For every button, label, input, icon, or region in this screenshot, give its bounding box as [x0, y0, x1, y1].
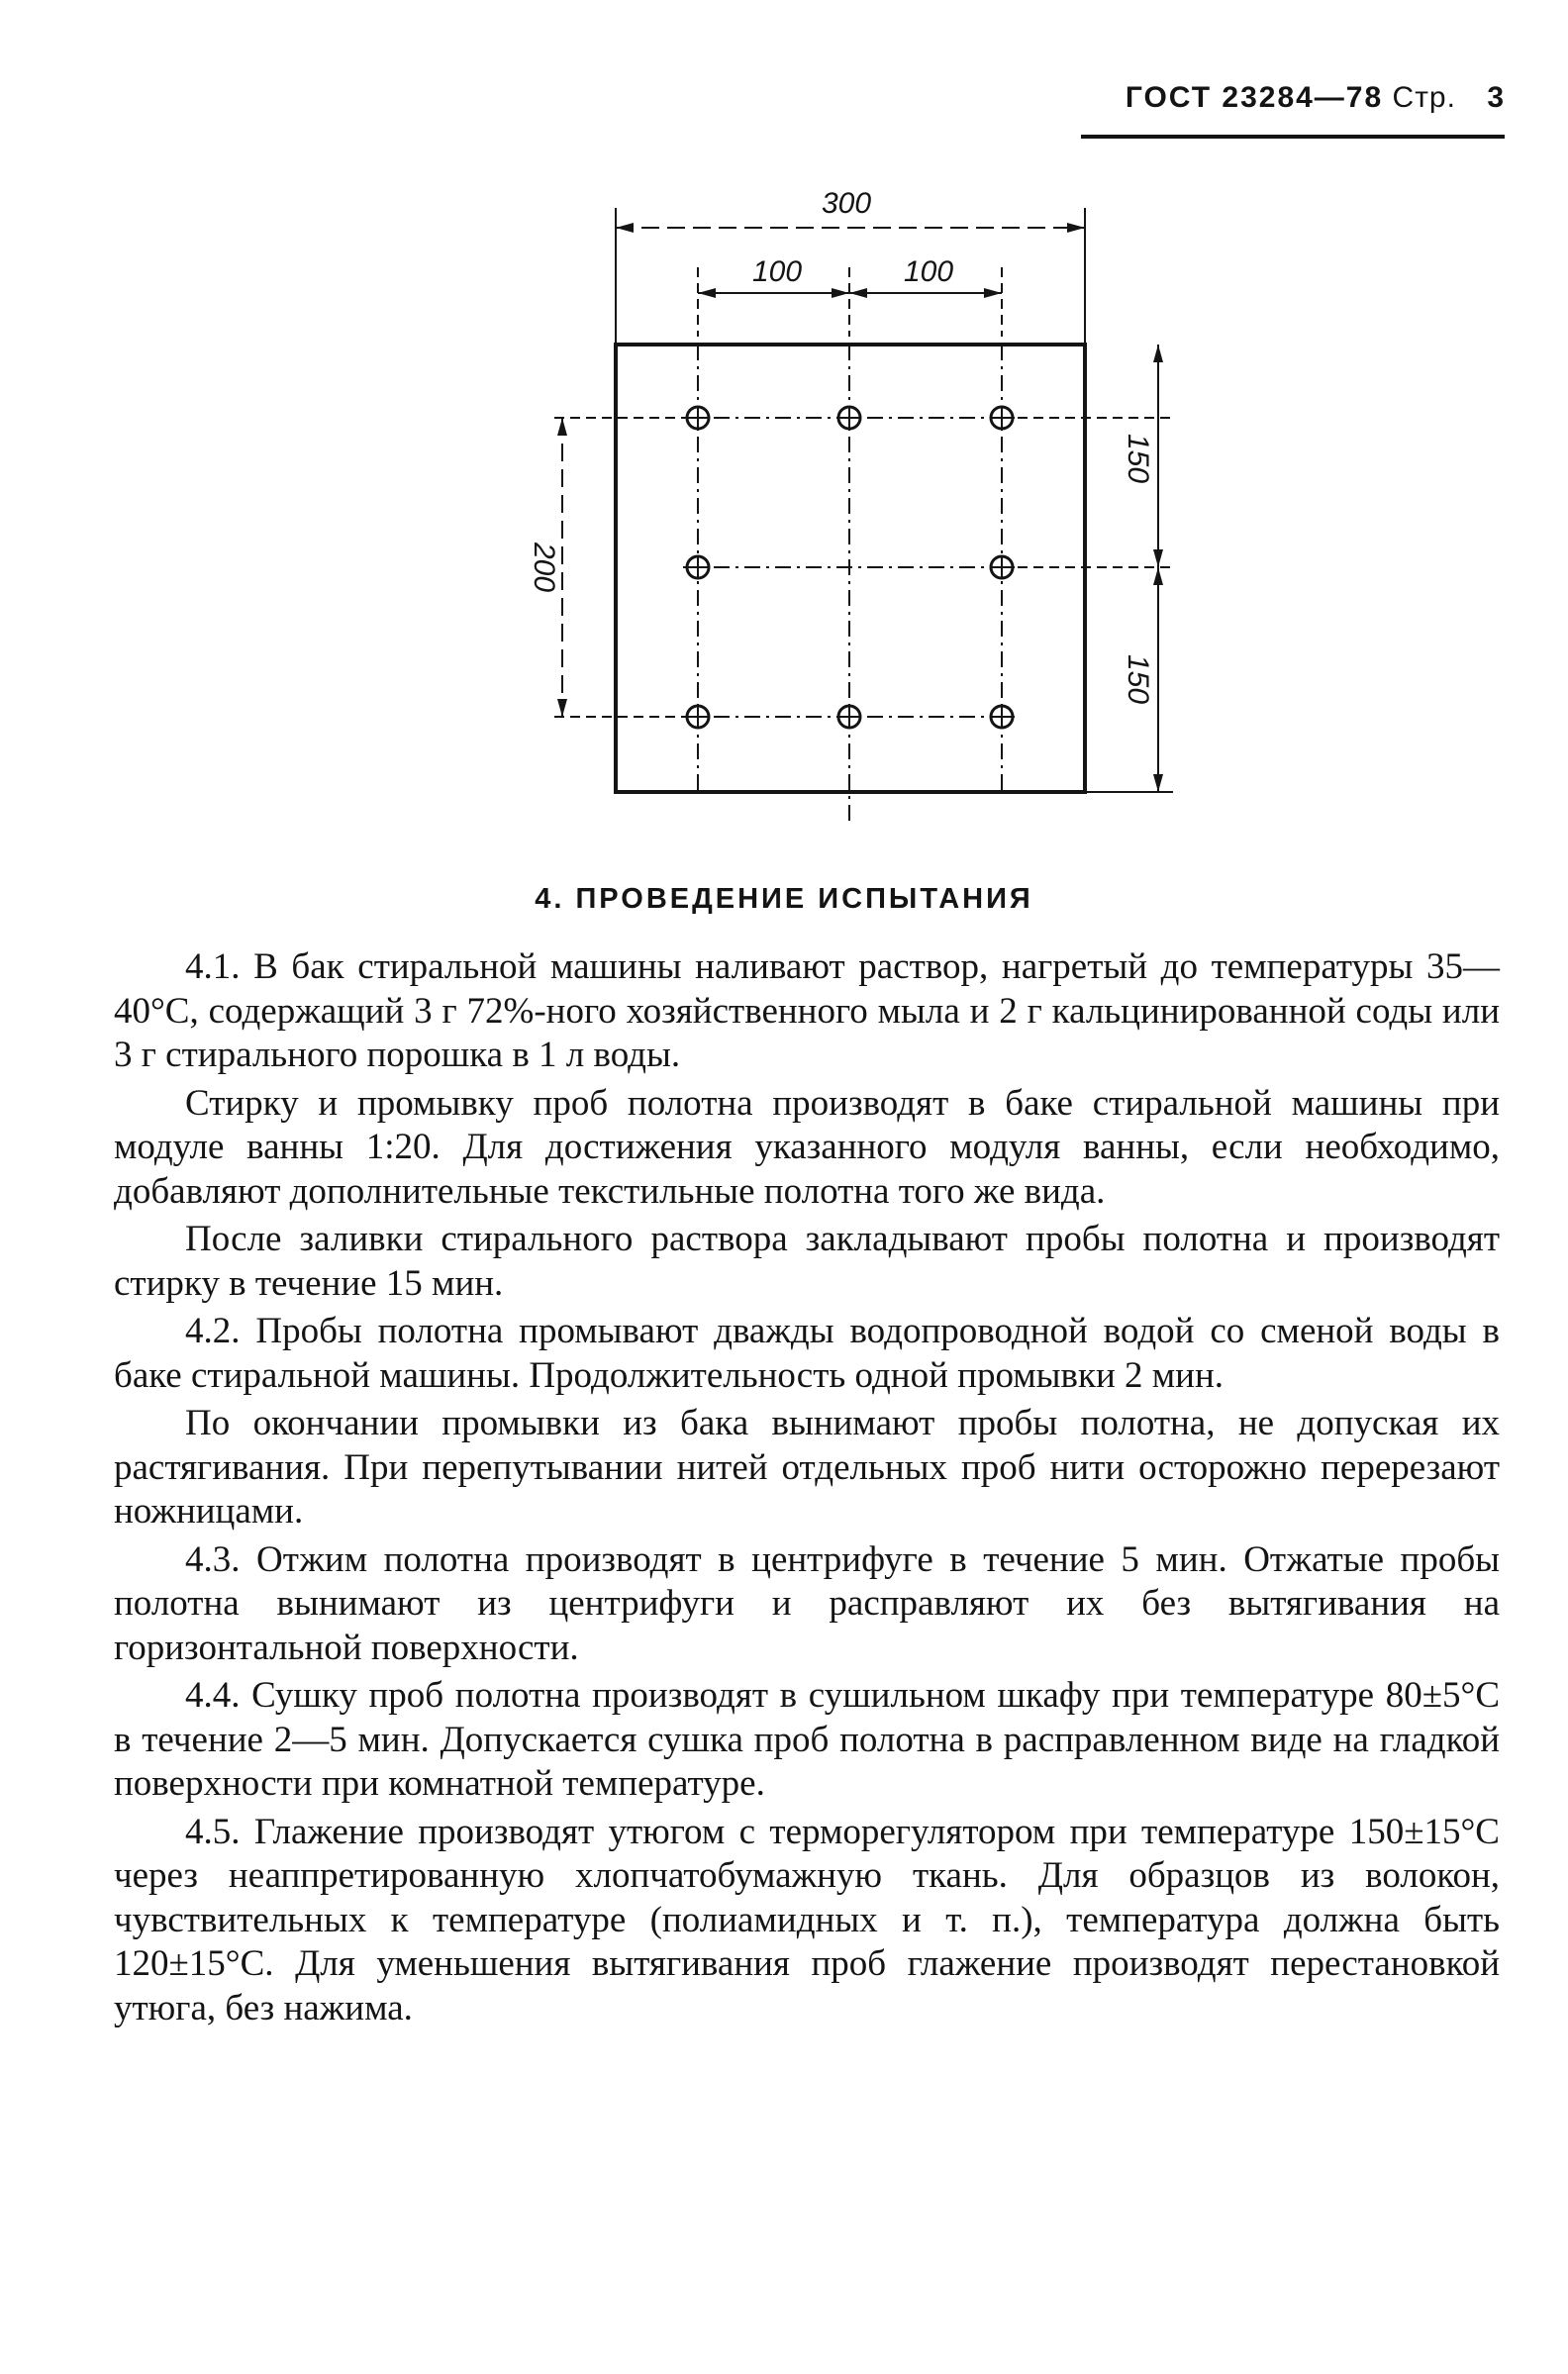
- dim-label-300: 300: [821, 187, 872, 220]
- paragraph: По окончании промывки из бака вынимают пробы полотна, не допуская их растягивания. При перепутывании нитей отдельных проб нити осторожно перерезают ножницами.: [114, 1403, 1500, 1532]
- section-body: [114, 945, 1500, 2034]
- header-rule: [1081, 135, 1505, 139]
- dim-label-100-left: 100: [751, 255, 803, 288]
- paragraph-4-2: 4.2. Пробы полотна промывают дважды водопроводной водой со сменой воды в баке стиральной машины. Продолжительность одной промывки 2 мин.: [114, 1311, 1500, 1396]
- dim-label-100-right: 100: [903, 255, 954, 288]
- section-title: 4. ПРОВЕДЕНИЕ ИСПЫТАНИЯ: [535, 883, 1033, 915]
- dim-label-200: 200: [528, 542, 560, 593]
- paragraph-4-3: 4.3. Отжим полотна производят в центрифуге в течение 5 мин. Отжатые пробы полотна вынимают из центрифуги и расправляют их без вытягивания на горизонтальной поверхности.: [114, 1538, 1500, 1668]
- page-header: [1079, 81, 1505, 133]
- page-label: Стр.: [1392, 81, 1456, 114]
- sample-marking-diagram: [495, 178, 1208, 851]
- paragraph: Стирку и промывку проб полотна производят в баке стиральной машины при модуле ванны 1:20. Для достижения указанного модуля ванны, если необходимо, добавляют дополнительные текстильные полотна того же вида.: [114, 1082, 1500, 1212]
- diagram-svg: [495, 178, 1208, 851]
- dim-label-150-lower: 150: [1122, 653, 1154, 705]
- standard-number: ГОСТ 23284—78: [1125, 81, 1384, 114]
- paragraph: После заливки стирального раствора закладывают пробы полотна и производят стирку в течение 15 мин.: [114, 1219, 1500, 1304]
- paragraph-4-4: 4.4. Сушку проб полотна производят в сушильном шкафу при температуре 80±5°С в течение 2—5 мин. Допускается сушка проб полотна в расправленном виде на гладкой поверхности при комнатной температуре.: [114, 1675, 1500, 1804]
- page-number: 3: [1487, 81, 1505, 114]
- dim-label-150-upper: 150: [1122, 433, 1154, 484]
- paragraph-4-5: 4.5. Глажение производят утюгом с терморегулятором при температуре 150±15°С через неаппретированную хлопчатобумажную ткань. Для образцов из волокон, чувствительных к температуре (полиамидных и т. п.), температура должна быть 120±15°С. Для уменьшения вытягивания проб глажение производят перестановкой утюга, без нажима.: [114, 1811, 1500, 2028]
- paragraph-4-1: 4.1. В бак стиральной машины наливают раствор, нагретый до температуры 35—40°С, содержащий 3 г 72%-ного хозяйственного мыла и 2 г кальцинированной соды или 3 г стирального порошка в 1 л воды.: [114, 946, 1500, 1075]
